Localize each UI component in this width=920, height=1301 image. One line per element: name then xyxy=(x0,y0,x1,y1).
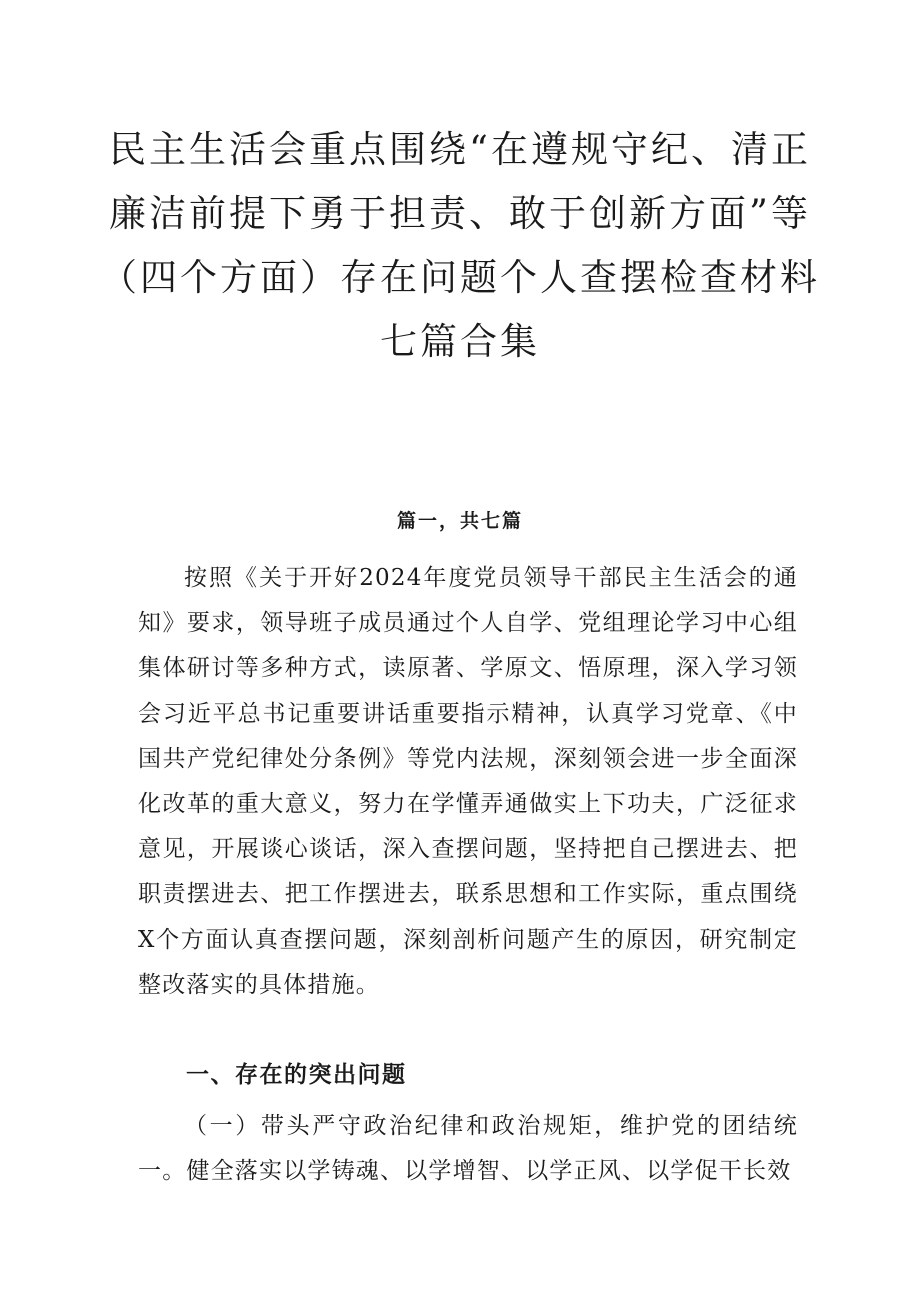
section-heading: 一、存在的突出问题 xyxy=(186,1062,407,1088)
title-line-4: 七篇合集 xyxy=(380,320,540,363)
title-line-1: 民主生活会重点围绕“在遵规守纪、清正 xyxy=(109,128,811,171)
document-subtitle: 篇一，共七篇 xyxy=(396,510,523,532)
document-title xyxy=(100,118,820,374)
title-line-2: 廉洁前提下勇于担责、敢于创新方面”等 xyxy=(109,192,811,235)
body-paragraph-intro: 按照《关于开好2024年度党员领导干部民主生活会的通知》要求，领导班子成员通过个人自学、党组理论学习中心组集体研讨等多种方式，读原著、学原文、悟原理，深入学习领会习近平总书记重要讲话重要指示精神，认真学习党章、《中国共产党纪律处分条例》等党内法规，深刻领会进一步全面深化改革的重大意义，努力在学懂弄通做实上下功夫，广泛征求意见，开展谈心谈话，深入查摆问题，坚持把自己摆进去、把职责摆进去、把工作摆进去，联系思想和工作实际，重点围绕X个方面认真查摆问题，深刻剖析问题产生的原因，研究制定整改落实的具体措施。 xyxy=(138,565,798,998)
title-line-3: （四个方面）存在问题个人查摆检查材料 xyxy=(100,256,820,299)
body-paragraph-section-1: （一）带头严守政治纪律和政治规矩，维护党的团结统一。健全落实以学铸魂、以学增智、以学正风、以学促干长效 xyxy=(138,1113,798,1185)
